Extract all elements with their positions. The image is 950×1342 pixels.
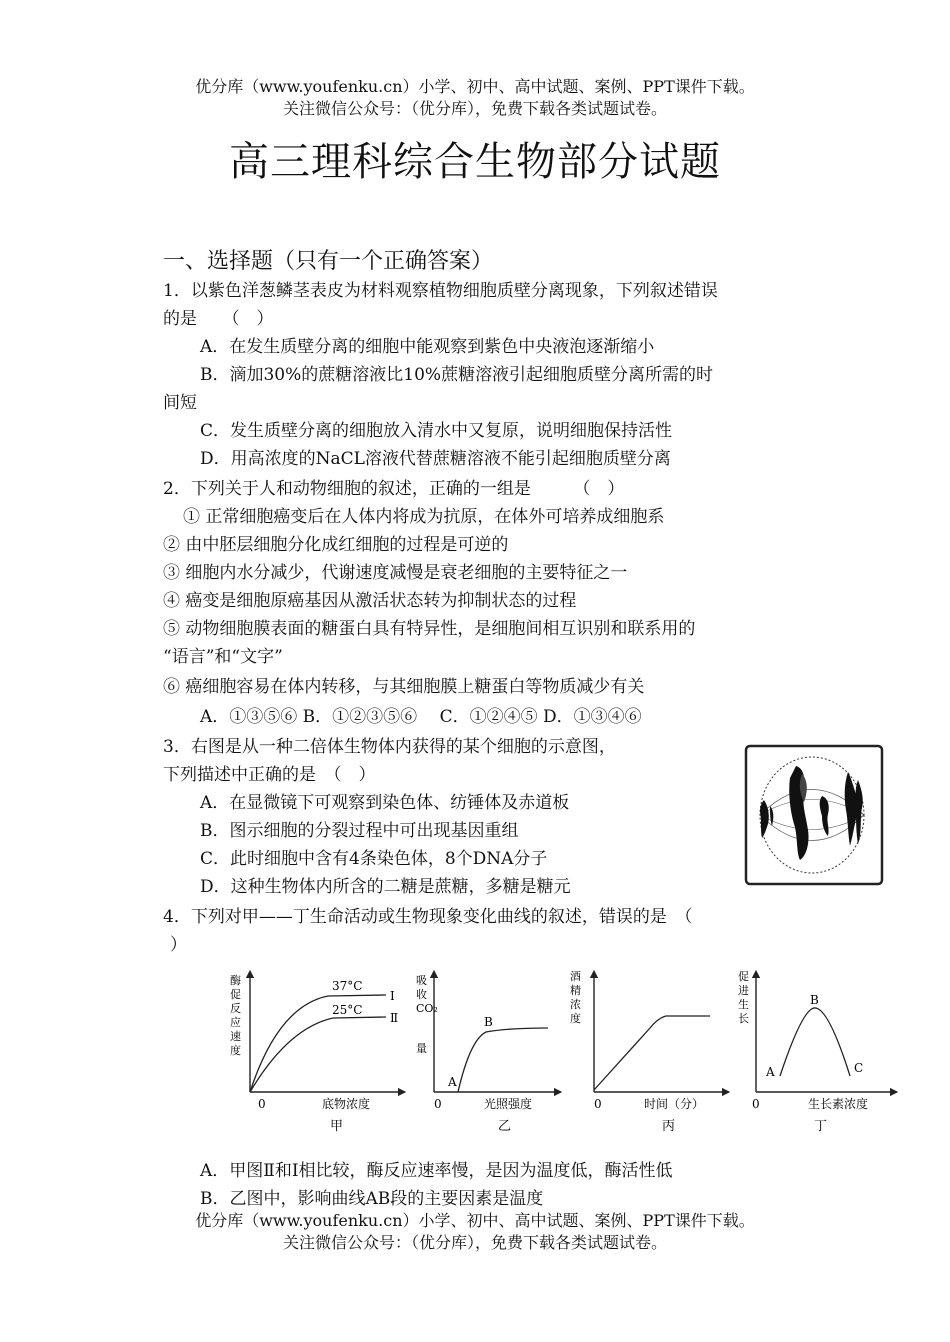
ding-point-a: A (766, 1065, 775, 1079)
jia-curve1-id: Ⅰ (390, 989, 395, 1003)
q2-stem: 2．下列关于人和动物细胞的叙述，正确的一组是 （ ） (163, 479, 625, 499)
svg-text:CO₂: CO₂ (416, 1002, 438, 1015)
jia-curve-37 (250, 995, 386, 1092)
q4-stem-line1: 4．下列对甲——丁生命活动或生物现象变化曲线的叙述，错误的是 （ (163, 907, 693, 927)
q2-statement-4: ④ 癌变是细胞原癌基因从激活状态转为抑制状态的过程 (163, 591, 577, 611)
svg-text:进: 进 (738, 984, 749, 997)
yi-origin: 0 (434, 1097, 442, 1111)
svg-text:吸: 吸 (416, 974, 427, 987)
header-line-1: 优分库（www.youfenku.cn）小学、初中、高中试题、案例、PPT课件下载。 (195, 77, 755, 96)
svg-text:酒: 酒 (570, 970, 581, 983)
section-title: 一、选择题（只有一个正确答案） (163, 249, 494, 274)
graph-ding (738, 970, 894, 1134)
bing-ylabel (570, 970, 581, 1025)
q2-statement-6: ⑥ 癌细胞容易在体内转移，与其细胞膜上糖蛋白等物质减少有关 (163, 677, 645, 697)
jia-ylabel (230, 973, 241, 1057)
svg-text:度: 度 (570, 1012, 581, 1025)
q2-statement-3: ③ 细胞内水分减少，代谢速度减慢是衰老细胞的主要特征之一 (163, 563, 628, 583)
yi-xlabel: 光照强度 (484, 1097, 533, 1111)
q2-statement-5-line2: “语言”和“文字” (163, 647, 283, 667)
header-line-2: 关注微信公众号：（优分库），免费下载各类试题试卷。 (282, 99, 667, 118)
q1-option-c: C．发生质壁分离的细胞放入清水中又复原，说明细胞保持活性 (200, 421, 673, 441)
svg-text:长: 长 (738, 1012, 749, 1025)
jia-curve2-label: 25°C (332, 1003, 363, 1017)
svg-text:量: 量 (416, 1042, 427, 1055)
q1-option-d: D．用高浓度的NaCL溶液代替蔗糖溶液不能引起细胞质壁分离 (200, 449, 671, 469)
bing-origin: 0 (594, 1097, 602, 1111)
svg-text:生: 生 (738, 998, 749, 1011)
footer-line-1: 优分库（www.youfenku.cn）小学、初中、高中试题、案例、PPT课件下载。 (195, 1211, 755, 1230)
q4-option-b: B．乙图中，影响曲线AB段的主要因素是温度 (200, 1189, 544, 1209)
q2-statement-5-line1: ⑤ 动物细胞膜表面的糖蛋白具有特异性，是细胞间相互识别和联系用的 (163, 619, 696, 639)
q2-statement-2: ② 由中胚层细胞分化成红细胞的过程是可逆的 (163, 535, 509, 555)
ding-point-b: B (810, 993, 819, 1007)
q3-option-b: B．图示细胞的分裂过程中可出现基因重组 (200, 821, 519, 841)
bing-xlabel: 时间（分） (644, 1097, 705, 1111)
yi-point-b: B (484, 1015, 493, 1029)
q3-stem-line1: 3．右图是从一种二倍体生物体内获得的某个细胞的示意图， (163, 737, 616, 757)
svg-text:应: 应 (230, 1016, 241, 1029)
q3-stem-line2: 下列描述中正确的是 （ ） (163, 765, 376, 785)
q1-stem-line1: 1．以紫色洋葱鳞茎表皮为材料观察植物细胞质壁分离现象，下列叙述错误 (163, 281, 718, 301)
bing-caption: 丙 (662, 1119, 676, 1134)
svg-text:促: 促 (738, 970, 749, 983)
yi-point-a: A (448, 1075, 457, 1089)
yi-curve (458, 1028, 548, 1092)
q4-option-a: A．甲图Ⅱ和Ⅰ相比较，酶反应速率慢，是因为温度低，酶活性低 (200, 1161, 673, 1181)
jia-origin: 0 (258, 1097, 266, 1111)
ding-xlabel: 生长素浓度 (808, 1097, 869, 1111)
svg-text:反: 反 (230, 1002, 241, 1015)
q1-stem-line2: 的是 （ ） (163, 309, 274, 329)
jia-curve-25 (250, 1017, 386, 1092)
svg-text:速: 速 (230, 1030, 241, 1043)
page-title: 高三理科综合生物部分试题 (229, 139, 721, 185)
graph-yi (416, 974, 558, 1134)
graph-bing (570, 970, 726, 1134)
svg-text:度: 度 (230, 1044, 241, 1057)
ding-caption: 丁 (814, 1119, 828, 1134)
q1-option-b-line1: B．滴加30%的蔗糖溶液比10%蔗糖溶液引起细胞质壁分离所需的时 (200, 365, 714, 385)
q4-stem-line2: ） (170, 935, 187, 955)
svg-text:酶: 酶 (230, 974, 241, 987)
q4-graphs (218, 966, 898, 1136)
jia-curve1-label: 37°C (332, 979, 363, 993)
footer-line-2: 关注微信公众号：（优分库），免费下载各类试题试卷。 (282, 1233, 667, 1252)
svg-text:收: 收 (416, 988, 427, 1001)
q3-option-a: A．在显微镜下可观察到染色体、纺锤体及赤道板 (200, 793, 570, 813)
jia-xlabel: 底物浓度 (322, 1097, 371, 1111)
q1-option-a: A．在发生质壁分离的细胞中能观察到紫色中央液泡逐渐缩小 (200, 337, 655, 357)
ding-ylabel (738, 970, 749, 1025)
ding-point-c: C (854, 1061, 864, 1075)
cell-division-figure (744, 744, 884, 886)
jia-caption: 甲 (330, 1119, 344, 1134)
svg-text:浓: 浓 (570, 998, 581, 1011)
q2-options: A．①③⑤⑥ B．①②③⑤⑥ C．①②④⑤ D．①③④⑥ (200, 707, 642, 727)
bing-curve (594, 1016, 710, 1090)
jia-curve2-id: Ⅱ (390, 1011, 399, 1025)
q3-option-d: D．这种生物体内所含的二糖是蔗糖，多糖是糖元 (200, 877, 571, 897)
q3-option-c: C．此时细胞中含有4条染色体，8个DNA分子 (200, 849, 548, 869)
svg-text:精: 精 (570, 984, 581, 997)
ding-curve (780, 1008, 850, 1076)
q2-statement-1: ① 正常细胞癌变后在人体内将成为抗原，在体外可培养成细胞系 (183, 507, 665, 527)
yi-caption: 乙 (498, 1119, 512, 1134)
svg-text:促: 促 (230, 988, 241, 1001)
q1-option-b-line2: 间短 (163, 393, 197, 413)
ding-origin: 0 (752, 1097, 760, 1111)
graph-jia (230, 973, 402, 1134)
